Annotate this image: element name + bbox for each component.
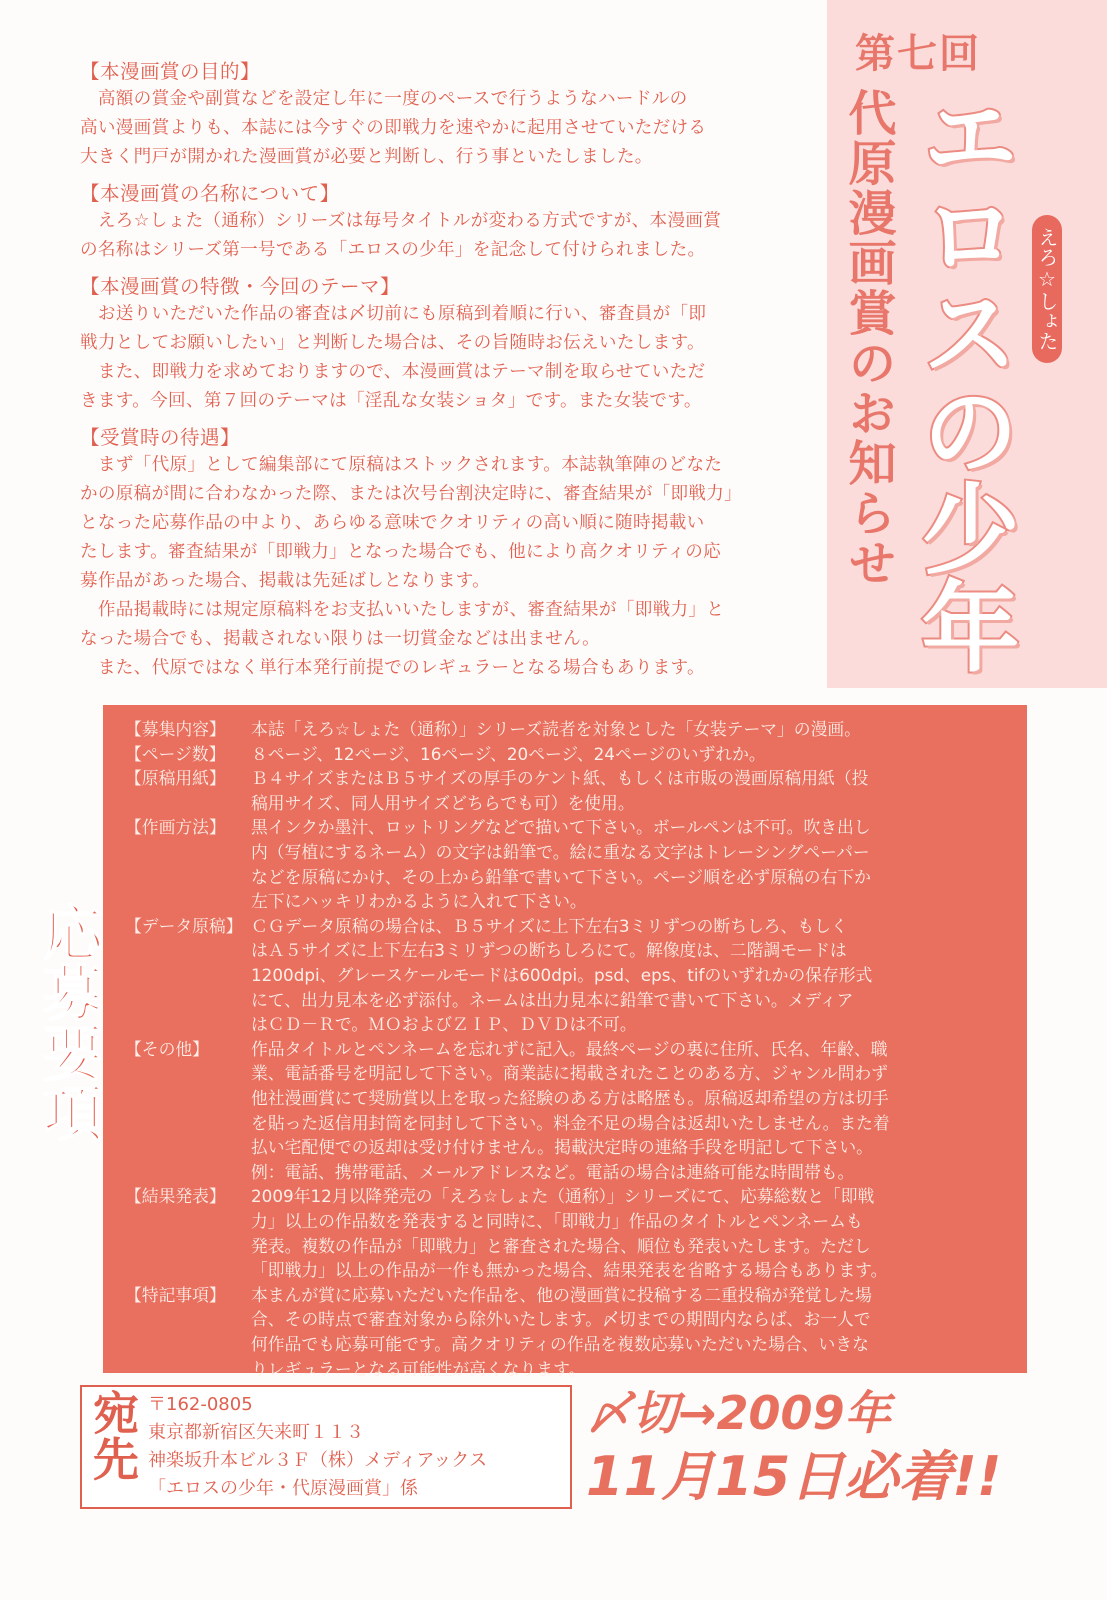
address-line: 東京都新宿区矢来町１１３ [148,1422,364,1443]
requirement-text: 黒インクか墨汁、ロットリングなどで描いて下さい。ボールペンは不可。吹き出し [251,817,871,838]
requirements-box [103,705,1027,1379]
requirement-row [125,914,848,939]
requirement-text: 他社漫画賞にて奨励賞以上を取った経験のある方は略歴も。原稿返却希望の方は切手 [251,1088,889,1108]
paragraph-line: まず「代原」として編集部にて原稿はストックされます。本誌執筆陣のどなた [80,455,723,475]
paragraph-line: 募作品があった場合、掲載は先延ばしとなります。 [80,571,490,591]
requirement-label: 【データ原稿】 [125,915,243,936]
section-heading: 【本漫画賞の名称について】 [80,182,340,205]
requirement-row [125,1111,890,1136]
section-heading: 【本漫画賞の特徴・今回のテーマ】 [80,275,401,298]
award-subtitle: 代原漫画賞のお知らせ [840,88,896,588]
paragraph-line: また、即戦力を求めておりますので、本漫画賞はテーマ制を取らせていただ [80,362,706,382]
requirement-text: 内（写植にするネーム）の文字は鉛筆で。絵に重なる文字はトレーシングペーパー [251,842,870,862]
requirement-text: などを原稿にかけ、その上から鉛筆で書いて下さい。ページ順を必ず原稿の右下か [251,866,871,887]
section-heading: 【受賞時の待遇】 [80,426,241,449]
paragraph-line: 戦力としてお願いしたい」と判断した場合は、その旨随時お伝えいたします。 [80,333,705,353]
paragraph-line: えろ☆しょた（通称）シリーズは毎号タイトルが変わる方式ですが、本漫画賞 [80,211,722,231]
requirement-text: はＣＤ－Ｒで。ＭＯおよびＺＩＰ、ＤＶＤは不可。 [251,1014,637,1035]
paragraph-line: 高い漫画賞よりも、本誌には今すぐの即戦力を速やかに起用させていただける [80,118,707,138]
deadline-line-1: 〆切→2009年 [586,1386,891,1440]
requirement-text: 左下にハッキリわかるように入れて下さい。 [251,891,587,912]
series-badge: えろ☆しょた [1032,215,1062,363]
paragraph-line: 作品掲載時には規定原稿料をお支払いいたしますが、審査結果が「即戦力」と [80,600,725,620]
requirement-row [125,1037,888,1062]
requirements-heading: 応募要項 [33,902,103,1142]
requirement-row [125,889,587,914]
paragraph-line: また、代原ではなく単行本発行前提でのレギュラーとなる場合もあります。 [80,658,705,678]
requirement-row [125,742,766,767]
requirement-row [125,1012,637,1037]
requirement-row [125,1135,873,1160]
requirement-row [125,815,871,840]
requirement-row [125,1209,863,1234]
requirement-text: 作品タイトルとペンネームを忘れずに記入。最終ページの裏に住所、氏名、年齢、職 [251,1038,888,1059]
requirement-label: 【特記事項】 [125,1284,226,1305]
requirement-row [125,1307,871,1332]
paragraph-line: たします。審査結果が「即戦力」となった場合でも、他により高クオリティの応 [80,542,722,562]
requirement-row [125,766,868,791]
requirement-row [125,938,847,963]
requirement-label: 【原稿用紙】 [125,768,226,789]
requirement-row [125,1234,871,1259]
requirement-row [125,717,861,742]
requirement-label: 【募集内容】 [125,719,226,739]
requirement-text: 「即戦力」以上の作品が一作も無かった場合、結果発表を省略する場合もあります。 [251,1260,888,1281]
requirement-text: ８ページ、12ページ、16ページ、20ページ、24ページのいずれか。 [251,743,766,764]
address-box [80,1385,572,1509]
round-number: 第七回 [855,31,981,77]
requirement-text: 1200dpi、グレースケールモードは600dpi。psd、eps、tifのいずれかの保存形式 [251,965,873,985]
address-line: 〒162-0805 [148,1394,253,1415]
requirement-row [125,840,870,865]
requirement-text: 例：電話、携帯電話、メールアドレスなど。電話の場合は連絡可能な時間帯も。 [251,1161,855,1182]
requirement-text: にて、出力見本を必ず添付。ネームは出力見本に鉛筆で書いて下さい。メディア [251,989,854,1010]
requirement-text: 力」以上の作品数を発表すると同時に、「即戦力」作品のタイトルとペンネームも [251,1211,863,1231]
requirement-text: ＣＧデータ原稿の場合は、Ｂ５サイズに上下左右3ミリずつの断ちしろ、もしく [251,915,848,936]
section-heading: 【本漫画賞の目的】 [80,60,261,83]
paragraph-line: の名称はシリーズ第一号である「エロスの少年」を記念して付けられました。 [80,240,706,260]
requirement-row [125,1357,585,1382]
requirement-text: 本誌「えろ☆しょた（通称）」シリーズ読者を対象とした「女装テーマ」の漫画。 [251,719,861,739]
requirement-row [125,1061,888,1086]
requirement-row [125,865,871,890]
requirement-text: 稿用サイズ、同人用サイズどちらでも可）を使用。 [251,792,635,813]
requirement-label: 【結果発表】 [125,1186,226,1207]
paragraph-line: なった場合でも、掲載されない限りは一切賞金などは出ません。 [80,629,600,649]
address-heading: 宛先 [86,1389,140,1481]
requirement-label: 【作画方法】 [125,817,226,838]
requirement-row [125,1160,854,1185]
requirement-row [125,791,635,816]
requirement-text: 業、電話番号を明記して下さい。商業誌に掲載されたことのある方、ジャンル問わず [251,1063,888,1084]
requirement-row [125,1283,872,1308]
requirement-text: 何作品でも応募可能です。高クオリティの作品を複数応募いただいた場合、いきな [251,1334,869,1354]
requirement-row [125,1184,874,1209]
requirement-row [125,1332,869,1357]
announcement-text [80,58,815,683]
requirement-text: りレギュラーとなる可能性が高くなります。 [251,1358,586,1379]
requirement-row [125,1086,889,1111]
paragraph-line: 大きく門戸が開かれた漫画賞が必要と判断し、行う事といたしました。 [80,147,653,167]
requirement-row [125,963,872,988]
requirement-row [125,988,853,1013]
requirement-text: を貼った返信用封筒を同封して下さい。料金不足の場合は返却いたしません。また着 [251,1112,890,1133]
address-line: 神楽坂升本ビル３Ｆ（株）メディアックス [148,1450,488,1471]
requirement-text: 合、その時点で審査対象から除外いたします。〆切までの期間内ならば、お一人で [251,1309,871,1330]
requirement-text: はＡ５サイズに上下左右3ミリずつの断ちしろにて。解像度は、二階調モードは [251,940,847,961]
address-line: 「エロスの少年・代原漫画賞」係 [148,1478,418,1499]
paragraph-line: お送りいただいた作品の審査は〆切前にも原稿到着順に行い、審査員が「即 [80,304,707,324]
deadline-line-2: 11月15日必着!! [586,1445,1002,1508]
paragraph-line: となった応募作品の中より、あらゆる意味でクオリティの高い順に随時掲載い [80,513,705,533]
requirement-text: 本まんが賞に応募いただいた作品を、他の漫画賞に投稿する二重投稿が発覚した場 [251,1284,872,1305]
paragraph-line: かの原稿が間に合わなかった際、または次号台割決定時に、審査結果が「即戦力」 [80,484,743,504]
requirement-text: 発表。複数の作品が「即戦力」と審査された場合、順位も発表いたします。ただし [251,1235,871,1256]
requirement-text: 2009年12月以降発売の「えろ☆しょた（通称）」シリーズにて、応募総数と「即戦 [251,1186,875,1207]
requirement-text: 払い宅配便での返却は受け付けません。掲載決定時の連絡手段を明記して下さい。 [251,1137,873,1158]
requirement-label: 【その他】 [125,1038,209,1059]
award-title-logo: エロスの少年 [905,86,1019,674]
requirement-label: 【ページ数】 [125,743,226,764]
paragraph-line: きます。今回、第７回のテーマは「淫乱な女装ショタ」です。また女装です。 [80,391,702,411]
requirement-row [125,1258,887,1283]
paragraph-line: 高額の賞金や副賞などを設定し年に一度のペースで行うようなハードルの [80,89,688,109]
requirement-text: Ｂ４サイズまたはＢ５サイズの厚手のケント紙、もしくは市販の漫画原稿用紙（投 [251,768,869,789]
